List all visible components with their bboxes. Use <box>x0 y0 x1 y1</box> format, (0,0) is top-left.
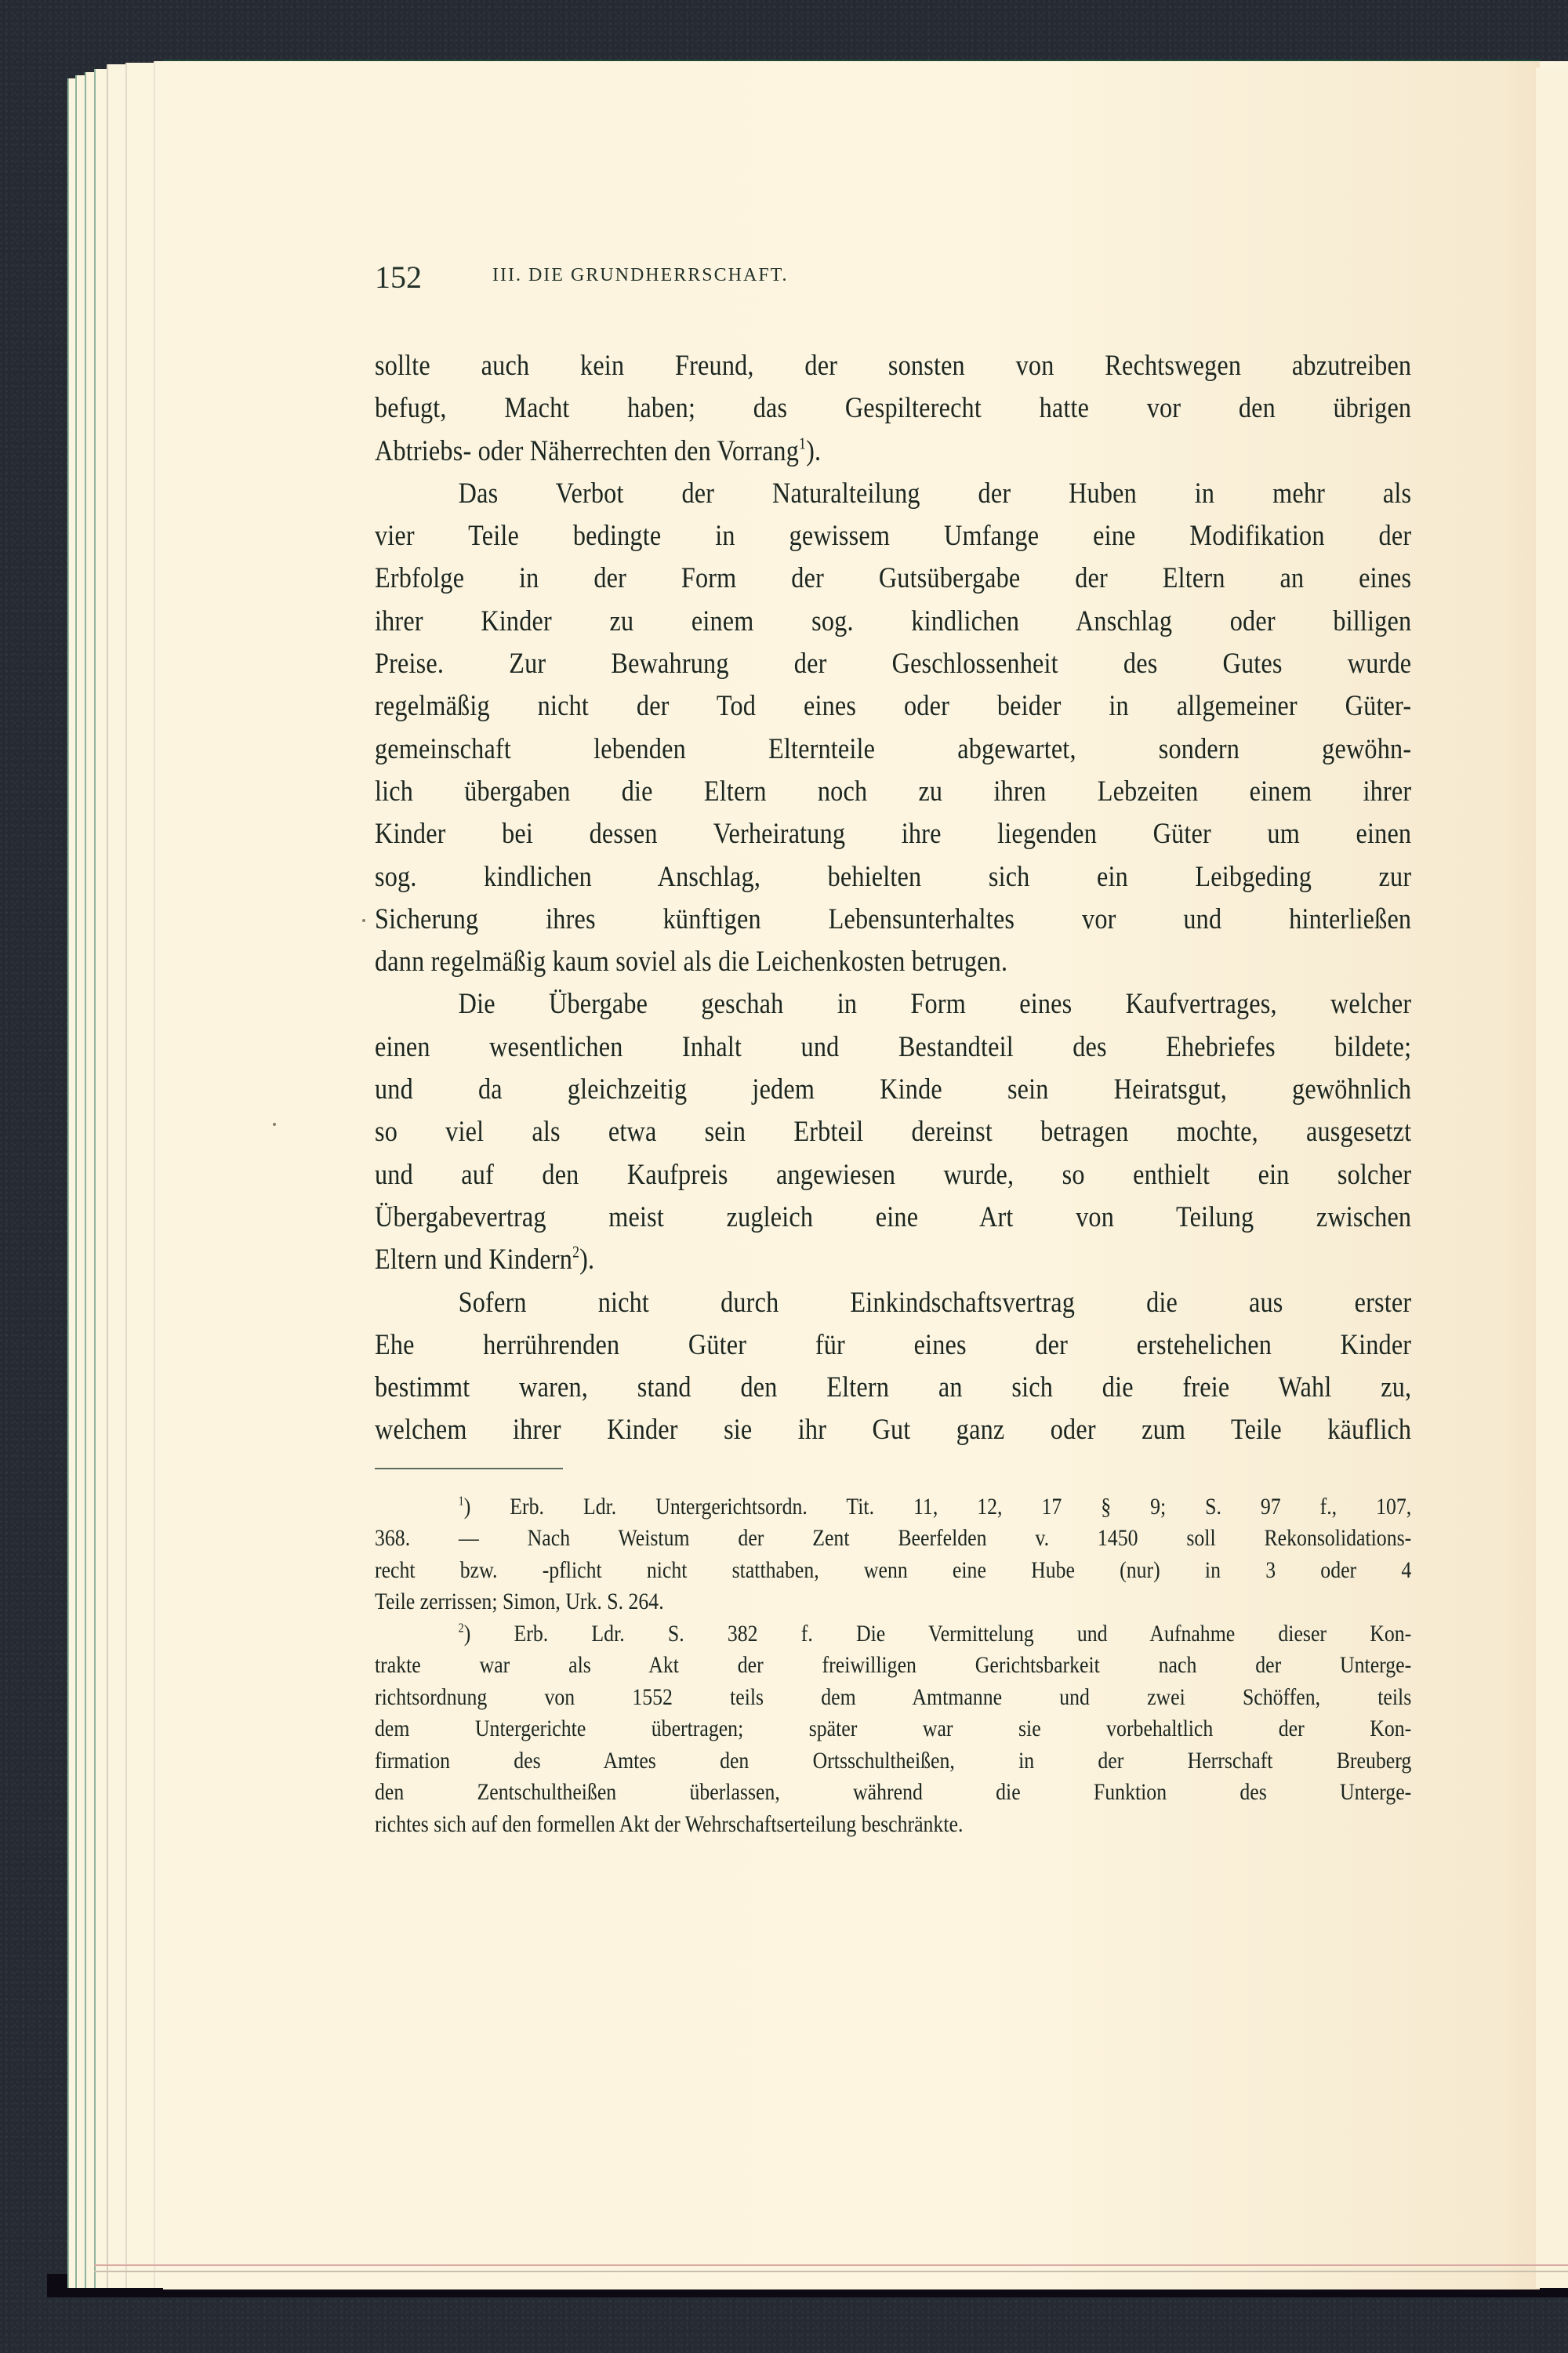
body-line <box>375 1324 1411 1367</box>
body-line <box>375 1409 1411 1451</box>
body-line-text: gemeinschaft lebenden Elternteile abgewartet, sondern gewöhn- <box>375 732 1412 765</box>
footnote-marker: 1 <box>458 1493 464 1509</box>
body-line-text: ihrer Kinder zu einem sog. kindlichen Anschlag oder billigen <box>375 605 1412 637</box>
body-line <box>375 473 1411 515</box>
body-line <box>375 387 1411 430</box>
body-line-text: und auf den Kaufpreis angewiesen wurde, so enthielt ein solcher <box>375 1158 1412 1191</box>
footnote-line <box>375 1713 1411 1745</box>
page-bottom-edge <box>94 2271 1568 2272</box>
footnote-line <box>375 1523 1411 1555</box>
body-line <box>375 1196 1411 1239</box>
footnote-separator <box>375 1468 563 1469</box>
body-line-text: Sofern nicht durch Einkindschaftsvertrag die aus erster <box>458 1286 1412 1319</box>
body-line-text: befugt, Macht haben; das Gespilterecht hatte vor den übrigen <box>375 392 1412 425</box>
footnote-line <box>375 1586 1411 1618</box>
body-line <box>375 813 1411 855</box>
body-line-text: einen wesentlichen Inhalt und Bestandteil des Ehebriefes bildete; <box>375 1030 1412 1063</box>
footnote-line <box>375 1555 1411 1587</box>
body-line-text: dann regelmäßig kaum soviel als die Leichenkosten betrugen. <box>375 946 1008 979</box>
body-line <box>375 1154 1411 1196</box>
body-line <box>375 345 1411 387</box>
body-line-text: so viel als etwa sein Erbteil dereinst betragen mochte, ausgesetzt <box>375 1116 1412 1149</box>
footnotes <box>375 1491 1411 1841</box>
footnote-line <box>375 1682 1411 1714</box>
body-line-text: Ehe herrührenden Güter für eines der erstehelichen Kinder <box>375 1328 1412 1361</box>
body-line-text: Eltern und Kindern <box>375 1244 573 1276</box>
footnote-marker: 2 <box>458 1620 464 1636</box>
footnote-line-text: 368. — Nach Weistum der Zent Beerfelden v. 1450 soll Rekonsolidations- <box>375 1525 1412 1552</box>
footnote-line-text: trakte war als Akt der freiwilligen Gerichtsbarkeit nach der Unterge- <box>375 1652 1412 1679</box>
footnote-line-text: ) Erb. Ldr. Untergerichtsordn. Tit. 11, 12, 17 § 9; S. 97 f., 107, <box>463 1493 1412 1520</box>
body-line-tail: ). <box>806 434 822 467</box>
body-line-text: regelmäßig nicht der Tod eines oder beider in allgemeiner Güter- <box>375 690 1412 723</box>
body-line <box>375 899 1411 941</box>
body-line <box>375 856 1411 899</box>
footnote-line-text: richtsordnung von 1552 teils dem Amtmanne und zwei Schöffen, teils <box>375 1683 1412 1710</box>
body-line-text: vier Teile bedingte in gewissem Umfange eine Modifikation der <box>375 520 1412 553</box>
footnote-line-text: richtes sich auf den formellen Akt der Wehrschaftserteilung beschränkte. <box>375 1810 964 1837</box>
body-line <box>375 1367 1411 1409</box>
footnote-line <box>375 1809 1411 1841</box>
body-line-text: bestimmt waren, stand den Eltern an sich die freie Wahl zu, <box>375 1371 1412 1404</box>
body-line-text: welchem ihrer Kinder sie ihr Gut ganz oder zum Teile käuflich <box>375 1414 1412 1447</box>
body-line <box>375 643 1411 685</box>
footnote-line-text: Teile zerrissen; Simon, Urk. S. 264. <box>375 1589 664 1615</box>
footnote-line <box>375 1745 1411 1777</box>
body-line <box>375 1239 1411 1281</box>
page-number: 152 <box>375 260 422 295</box>
body-line-text: Das Verbot der Naturalteilung der Huben in mehr als <box>458 477 1412 510</box>
body-line <box>375 941 1411 983</box>
running-title: III. DIE GRUNDHERRSCHAFT. <box>492 265 789 285</box>
body-line-text: Sicherung ihres künftigen Lebensunterhaltes vor und hinterließen <box>375 902 1412 935</box>
body-line-text: sog. kindlichen Anschlag, behielten sich ein Leibgeding zur <box>375 860 1412 893</box>
body-line <box>375 728 1411 771</box>
page-bottom-edge <box>94 2264 1568 2266</box>
body-line-tail: ). <box>579 1244 595 1276</box>
body-line-text: Die Übergabe geschah in Form eines Kaufvertrages, welcher <box>458 988 1412 1021</box>
body-line <box>375 1111 1411 1153</box>
footnote-line-text: ) Erb. Ldr. S. 382 f. Die Vermittelung und Aufnahme dieser Kon- <box>463 1620 1412 1647</box>
footnote-line <box>375 1650 1411 1682</box>
body-line <box>375 601 1411 643</box>
page-content <box>375 259 1411 1840</box>
body-line-text: lich übergaben die Eltern noch zu ihren Lebzeiten einem ihrer <box>375 775 1412 808</box>
running-head <box>375 259 1411 306</box>
footnote-line-text: recht bzw. -pflicht nicht statthaben, wenn eine Hube (nur) in 3 oder 4 <box>375 1556 1412 1583</box>
footnote-line <box>375 1618 1411 1650</box>
body-line-text: Erbfolge in der Form der Gutsübergabe der Eltern an eines <box>375 562 1412 595</box>
body-text <box>375 345 1411 1452</box>
body-line-text: Abtriebs- oder Näherrechten den Vorrang <box>375 434 800 467</box>
body-line-text: Übergabevertrag meist zugleich eine Art von Teilung zwischen <box>375 1200 1412 1233</box>
body-line-text: Preise. Zur Bewahrung der Geschlossenheit des Gutes wurde <box>375 648 1412 681</box>
footnote-line <box>375 1777 1411 1809</box>
body-line <box>375 430 1411 473</box>
body-line <box>375 1069 1411 1111</box>
body-line <box>375 983 1411 1026</box>
margin-speck <box>362 919 365 922</box>
body-line <box>375 685 1411 728</box>
body-line <box>375 1282 1411 1324</box>
footnote-reference[interactable]: 2 <box>572 1244 580 1262</box>
body-line <box>375 771 1411 813</box>
footnote-line-text: dem Untergerichte übertragen; später war sie vorbehaltlich der Kon- <box>375 1716 1412 1742</box>
footnote-line-text: firmation des Amtes den Ortsschultheißen, in der Herrschaft Breuberg <box>375 1747 1412 1774</box>
footnote-line-text: den Zentschultheißen überlassen, während die Funktion des Unterge- <box>375 1779 1412 1806</box>
body-line-text: Kinder bei dessen Verheiratung ihre liegenden Güter um einen <box>375 818 1412 851</box>
body-line-text: sollte auch kein Freund, der sonsten von Rechtswegen abzutreiben <box>375 350 1412 382</box>
body-line <box>375 1026 1411 1069</box>
margin-speck <box>273 1123 276 1126</box>
footnote-reference[interactable]: 1 <box>799 435 807 453</box>
body-line-text: und da gleichzeitig jedem Kinde sein Heiratsgut, gewöhnlich <box>375 1073 1412 1106</box>
body-line <box>375 515 1411 557</box>
page-fold-strip <box>1535 67 1568 2288</box>
footnote-line <box>375 1491 1411 1523</box>
body-line <box>375 557 1411 600</box>
